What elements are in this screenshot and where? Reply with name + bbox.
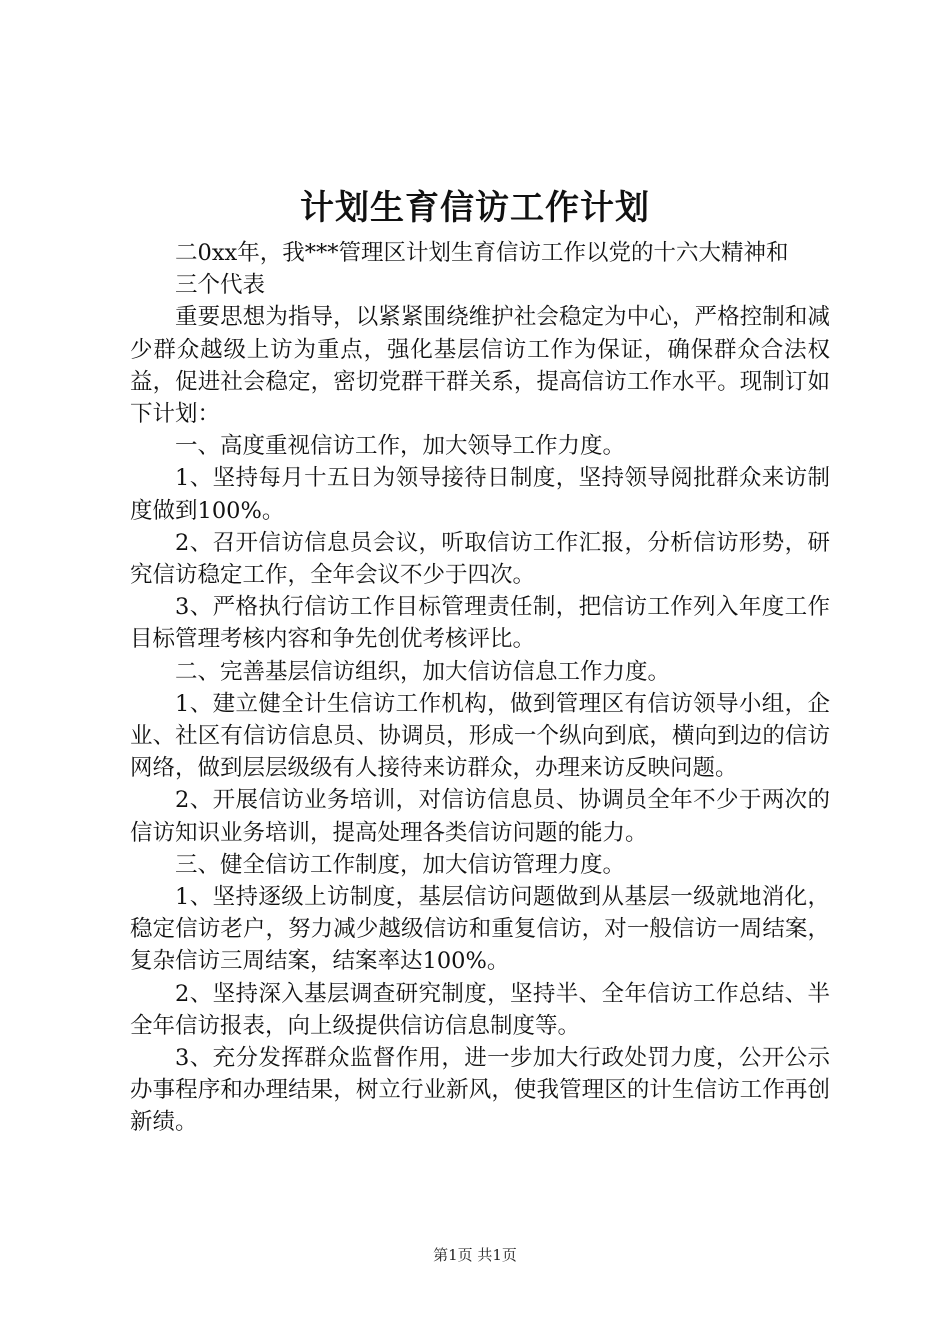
paragraph-2: 三个代表	[175, 272, 266, 299]
paragraph-1: 二0xx年，我***管理区计划生育信访工作以党的十六大精神和	[175, 240, 789, 266]
section-heading-1: 一、高度重视信访工作，加大领导工作力度。	[175, 433, 626, 460]
paragraph-5: 1、坚持每月十五日为领导接待日制度，坚持领导阅批群众来访制度做到100%。	[130, 465, 830, 524]
paragraph-10: 2、开展信访业务培训，对信访信息员、协调员全年不少于两次的信访知识业务培训，提高处理各类信访问题的能力。	[130, 787, 830, 846]
section-heading-2: 二、完善基层信访组织，加大信访信息工作力度。	[175, 658, 671, 685]
document-title: 计划生育信访工作计划	[300, 188, 650, 228]
paragraph-12: 1、坚持逐级上访制度，基层信访问题做到从基层一级就地消化，稳定信访老户，努力减少越级信访和重复信访，对一般信访一周结案，复杂信访三周结案，结案率达100%。	[130, 884, 830, 975]
paragraph-13: 2、坚持深入基层调查研究制度，坚持半、全年信访工作总结、半全年信访报表，向上级提供信访信息制度等。	[130, 980, 830, 1039]
paragraph-6: 2、召开信访信息员会议，听取信访工作汇报，分析信访形势，研究信访稳定工作，全年会议不少于四次。	[130, 529, 830, 589]
page-footer: 第1页 共1页	[433, 1246, 517, 1264]
section-heading-3: 三、健全信访工作制度，加大信访管理力度。	[175, 851, 626, 878]
paragraph-3: 重要思想为指导，以紧紧围绕维护社会稳定为中心，严格控制和减少群众越级上访为重点，强化基层信访工作为保证，确保群众合法权益，促进社会稳定，密切党群干群关系，提高信访工作水平。现制订如下计划：	[130, 304, 830, 428]
paragraph-9: 1、建立健全计生信访工作机构，做到管理区有信访领导小组，企业、社区有信访信息员、协调员，形成一个纵向到底，横向到边的信访网络，做到层层级级有人接待来访群众，办理来访反映问题。	[130, 690, 830, 782]
document-body	[130, 237, 830, 1139]
paragraph-7: 3、严格执行信访工作目标管理责任制，把信访工作列入年度工作目标管理考核内容和争先创优考核评比。	[130, 594, 830, 653]
paragraph-14: 3、充分发挥群众监督作用，进一步加大行政处罚力度，公开公示办事程序和办理结果，树立行业新风，使我管理区的计生信访工作再创新绩。	[130, 1045, 830, 1136]
